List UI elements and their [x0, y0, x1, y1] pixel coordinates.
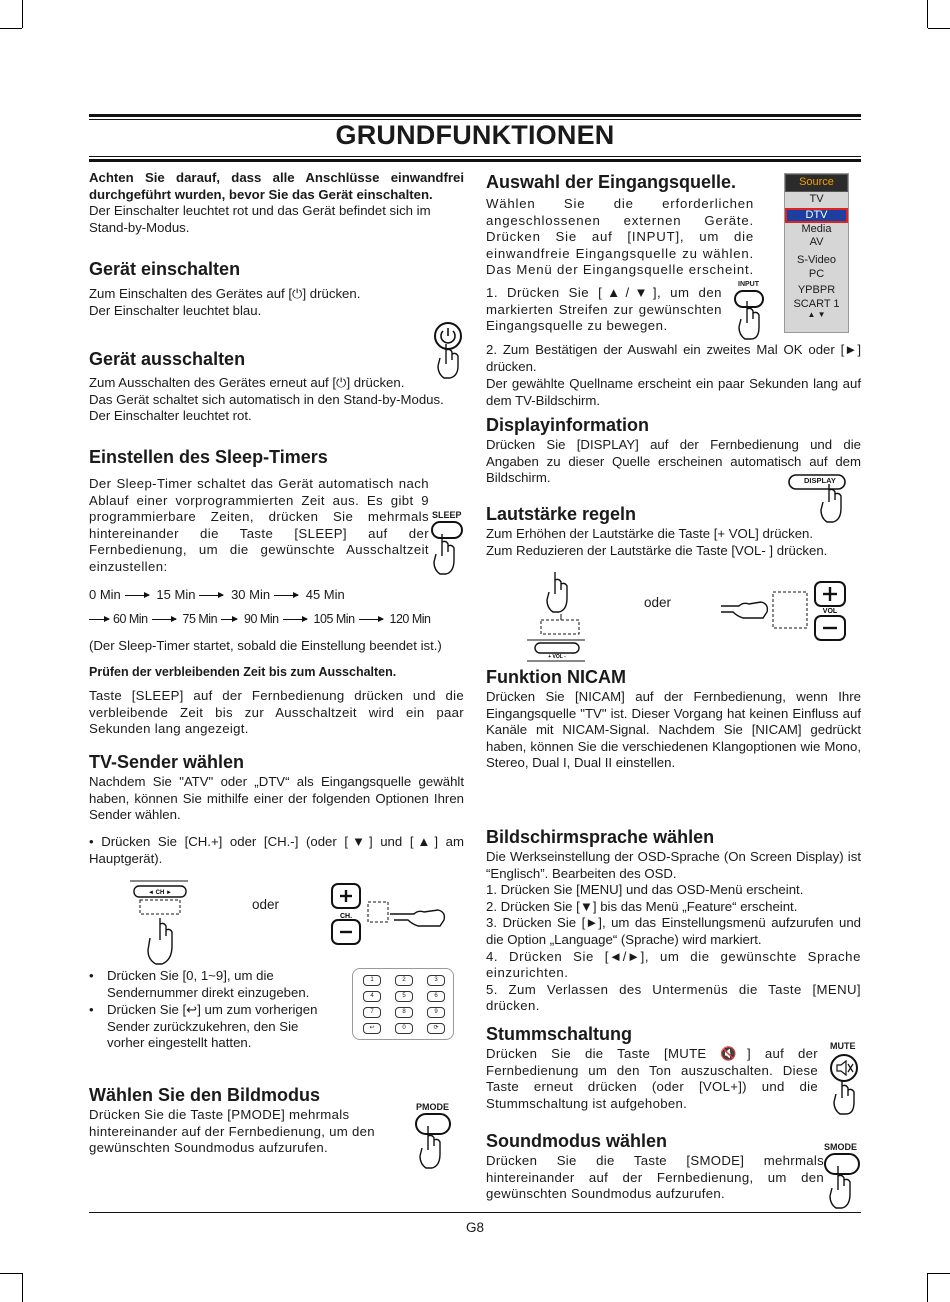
nicam-text: Drücken Sie [NICAM] auf der Fernbedienung, wenn Ihre Eingangsquelle "TV" ist. Dieser Vorgang hat keinen Einfluss auf Kanäle mit NICAM-Signal. Nachdem Sie [NICAM] gedrückt haben, können Sie die verschiedenen Klangoptionen wie Mono, Stereo, Dual I, Dual II einstellen.	[486, 689, 861, 771]
source-menu-item[interactable]: SCART 1	[793, 298, 840, 311]
header-rule	[89, 159, 861, 162]
source-menu-item[interactable]: TV	[809, 192, 824, 205]
power-button-hand-icon	[428, 320, 468, 380]
intro-bold: Achten Sie darauf, dass alle Anschlüsse einwandfrei durchgeführt wurden, bevor Sie das Gerät einschalten.	[89, 170, 464, 202]
source-step-3: Der gewählte Quellname erscheint ein paar Sekunden lang auf dem TV-Bildschirm.	[486, 376, 861, 408]
source-step-1: 1. Drücken Sie [▲/▼], um den markierten Streifen zur gewünschten Eingangsquelle zu bewegen.	[486, 285, 722, 334]
footer-rule	[89, 1212, 861, 1213]
oder-label: oder	[252, 897, 280, 912]
intro-block	[89, 170, 464, 236]
source-menu-item[interactable]: YPBPR	[797, 284, 836, 297]
channel-button-hand-icon	[130, 878, 190, 970]
keypad-key: 4	[363, 991, 381, 1002]
crop-mark	[22, 1273, 23, 1302]
arrow-icon	[221, 619, 237, 620]
keypad-key: 3	[427, 975, 445, 986]
arrow-icon	[283, 619, 307, 620]
input-button-hand-icon	[733, 289, 769, 341]
keypad-key: 8	[395, 1007, 413, 1018]
source-step-2: 2. Zum Bestätigen der Auswahl ein zweites Mal OK oder [►] drücken.	[486, 342, 861, 374]
heading-tv-channel: TV-Sender wählen	[89, 752, 245, 772]
volume-plus-minus-hand-icon	[717, 580, 852, 642]
smode-label: SMODE	[824, 1142, 858, 1152]
volume-button-hand-icon	[525, 570, 589, 662]
tv-bullet-2	[89, 968, 339, 1001]
check-heading: Prüfen der verbleibenden Zeit bis zum Ausschalten.	[89, 665, 397, 679]
sleep-step: 45 Min	[305, 587, 345, 602]
header-rule	[89, 156, 861, 157]
sleep-step: 15 Min	[156, 587, 196, 602]
sleep-step: 105 Min	[313, 612, 355, 626]
heading-sleep: Einstellen des Sleep-Timers	[89, 447, 328, 467]
heading-osd-language: Bildschirmsprache wählen	[486, 827, 715, 847]
input-label: INPUT	[738, 281, 759, 288]
arrow-icon	[152, 619, 176, 620]
crop-mark	[0, 1273, 22, 1274]
sleep-text	[89, 476, 429, 576]
keypad-key: 0	[395, 1023, 413, 1034]
sleep-sequence-2	[89, 612, 431, 626]
sleep-sequence-1	[89, 587, 345, 602]
heading-power-off: Gerät ausschalten	[89, 349, 246, 369]
sleep-step: 90 Min	[244, 612, 279, 626]
sleep-label: SLEEP	[432, 510, 462, 520]
arrow-icon	[89, 619, 109, 620]
keypad-key: ↩	[363, 1023, 381, 1034]
power-on-line: Zum Einschalten des Gerätes auf [⏻] drücken.	[89, 286, 361, 301]
keypad-key: 7	[363, 1007, 381, 1018]
keypad-key: 9	[427, 1007, 445, 1018]
heading-display-info: Displayinformation	[486, 415, 650, 435]
sleep-note: (Der Sleep-Timer startet, sobald die Einstellung beendet ist.)	[89, 638, 442, 653]
source-menu-item[interactable]: AV	[809, 236, 824, 249]
volume-text	[486, 526, 861, 559]
source-menu-item-selected[interactable]: DTV	[785, 208, 848, 224]
sleep-paragraph: Der Sleep-Timer schaltet das Gerät automatisch nach Ablauf einer vorprogrammierten Zeit aus. Es gibt 9 programmierbare Zeiten, drücken Sie mehrmals hintereinander die Taste [SLEEP] auf der Fernbedienung, um die gewünschte Ausschaltzeit einzustellen:	[89, 476, 429, 574]
oder-label: oder	[644, 595, 672, 610]
display-label: DISPLAY	[804, 476, 836, 485]
mute-label: MUTE	[830, 1041, 856, 1051]
osd-line: 5. Zum Verlassen des Untermenüs die Taste [MENU] drücken.	[486, 981, 861, 1014]
source-menu-header: Source	[785, 174, 848, 192]
check-text: Taste [SLEEP] auf der Fernbedienung drücken und die verbleibende Zeit bis zur Ausschaltzeit wird ein paar Sekunden lang angezeigt.	[89, 688, 464, 737]
heading-picture-mode: Wählen Sie den Bildmodus	[89, 1085, 321, 1105]
heading-mute: Stummschaltung	[486, 1024, 633, 1044]
source-menu-item[interactable]: S-Video	[797, 254, 836, 267]
power-on-line: Der Einschalter leuchtet blau.	[89, 302, 262, 318]
heading-input-source: Auswahl der Eingangsquelle.	[486, 172, 737, 192]
keypad-key: ⟳	[427, 1023, 445, 1034]
source-text: Wählen Sie die erforderlichen angeschlossenen externen Geräte. Drücken Sie auf [INPUT], um die einwandfreie Eingangsquelle zu wählen. Das Menü der Eingangsquelle erscheint.	[486, 196, 754, 278]
page-number: G8	[465, 1220, 484, 1235]
tv-text: Nachdem Sie "ATV" oder „DTV“ als Eingangsquelle gewählt haben, können Sie mithilfe einer der folgenden Optionen Ihren Sender wählen.	[89, 774, 464, 823]
crop-mark	[928, 1273, 950, 1274]
intro-text: Der Einschalter leuchtet rot und das Gerät befindet sich im Stand-by-Modus.	[89, 203, 431, 235]
sound-mode-text: Drücken Sie die Taste [SMODE] mehrmals hintereinander auf der Fernbedienung, um den gewünschten Soundmodus aufzurufen.	[486, 1153, 824, 1202]
keypad-key: 5	[395, 991, 413, 1002]
heading-volume: Lautstärke regeln	[486, 504, 637, 524]
source-menu	[784, 173, 849, 333]
crop-mark	[928, 28, 950, 29]
osd-line: 4. Drücken Sie [◄/►], um die gewünschte Sprache einzurichten.	[486, 948, 861, 981]
source-menu-scroll-icon[interactable]: ▲ ▼	[807, 310, 826, 320]
page-title: GRUNDFUNKTIONEN	[335, 120, 615, 150]
volume-line: Zum Erhöhen der Lautstärke die Taste [+ VOL] drücken.	[486, 526, 814, 541]
power-off-line: Der Einschalter leuchtet rot.	[89, 408, 252, 424]
power-off-line: Zum Ausschalten des Gerätes erneut auf [⏻] drücken.	[89, 375, 405, 390]
svg-text:VOL: VOL	[822, 608, 838, 615]
sleep-step: 60 Min	[113, 612, 148, 626]
bullet: •	[89, 1002, 94, 1017]
sleep-step: 75 Min	[182, 612, 218, 626]
power-off-line: Das Gerät schaltet sich automatisch in den Stand-by-Modus.	[89, 391, 444, 407]
crop-mark	[927, 0, 928, 28]
keypad-key: 1	[363, 975, 381, 986]
picture-mode-text: Drücken Sie die Taste [PMODE] mehrmals hintereinander auf der Fernbedienung, um den gewünschten Soundmodus aufzurufen.	[89, 1107, 375, 1156]
display-text: Drücken Sie [DISPLAY] auf der Fernbedienung und die Angaben zu dieser Quelle erscheinen automatisch auf dem Bildschirm.	[486, 437, 861, 486]
arrow-icon	[125, 595, 149, 596]
pmode-label: PMODE	[416, 1102, 450, 1112]
crop-mark	[0, 28, 22, 29]
arrow-icon	[359, 619, 383, 620]
crop-mark	[22, 0, 23, 28]
bullet: •	[89, 968, 94, 983]
mute-text: Drücken Sie die Taste [MUTE 🔇] auf der Fernbedienung um den Ton auszuschalten. Diese Taste erneut drücken (oder [VOL+]) und die Stummschaltung ist aufgehoben.	[486, 1046, 818, 1111]
bullet-text: Drücken Sie [0, 1~9], um die Sendernummer direkt einzugeben.	[107, 968, 310, 1000]
sleep-button-hand-icon	[428, 520, 466, 576]
sleep-step: 30 Min	[231, 587, 271, 602]
svg-text:+ VOL -: + VOL -	[548, 654, 566, 660]
tv-bullet-3	[89, 1002, 339, 1052]
osd-line: 1. Drücken Sie [MENU] und das OSD-Menü erscheint.	[486, 882, 804, 898]
power-off-text	[89, 375, 464, 425]
number-keypad	[352, 968, 454, 1040]
crop-mark	[927, 1273, 928, 1302]
osd-text	[486, 849, 861, 1015]
osd-line: 3. Drücken Sie [►], um das Einstellungsmenü aufzurufen und die Option „Language“ (Sprache) wird markiert.	[486, 915, 861, 947]
arrow-icon	[199, 595, 223, 596]
arrow-icon	[274, 595, 298, 596]
heading-nicam: Funktion NICAM	[486, 667, 626, 687]
osd-line: Die Werkseinstellung der OSD-Sprache (On Screen Display) ist “Englisch”. Bearbeiten des OSD.	[486, 849, 861, 881]
keypad-key: 2	[395, 975, 413, 986]
osd-line: 2. Drücken Sie [▼] bis das Menü „Feature“ erscheint.	[486, 898, 798, 914]
source-menu-item[interactable]: Media	[801, 223, 832, 236]
heading-sound-mode: Soundmodus wählen	[486, 1131, 668, 1151]
mute-button-hand-icon	[826, 1052, 862, 1116]
source-menu-item[interactable]: PC	[808, 268, 825, 281]
pmode-button-hand-icon	[412, 1112, 454, 1170]
svg-text:◄ CH ►: ◄ CH ►	[148, 890, 172, 896]
heading-power-on: Gerät einschalten	[89, 259, 241, 279]
volume-line: Zum Reduzieren der Lautstärke die Taste [VOL- ] drücken.	[486, 542, 828, 558]
sleep-step: 0 Min	[89, 587, 121, 602]
svg-text:CH.: CH.	[339, 913, 353, 920]
keypad-key: 6	[427, 991, 445, 1002]
tv-bullet-1: • Drücken Sie [CH.+] oder [CH.-] (oder [▼] und [▲] am Hauptgerät).	[89, 834, 464, 866]
power-on-text	[89, 286, 464, 319]
channel-plus-minus-hand-icon	[328, 882, 448, 948]
bullet-text: Drücken Sie [↩] um zum vorherigen Sender zurückzukehren, den Sie vorher eingestellt hatten.	[107, 1002, 318, 1051]
sleep-step: 120 Min	[389, 612, 431, 626]
header-rule	[89, 114, 861, 117]
smode-button-hand-icon	[822, 1152, 862, 1210]
